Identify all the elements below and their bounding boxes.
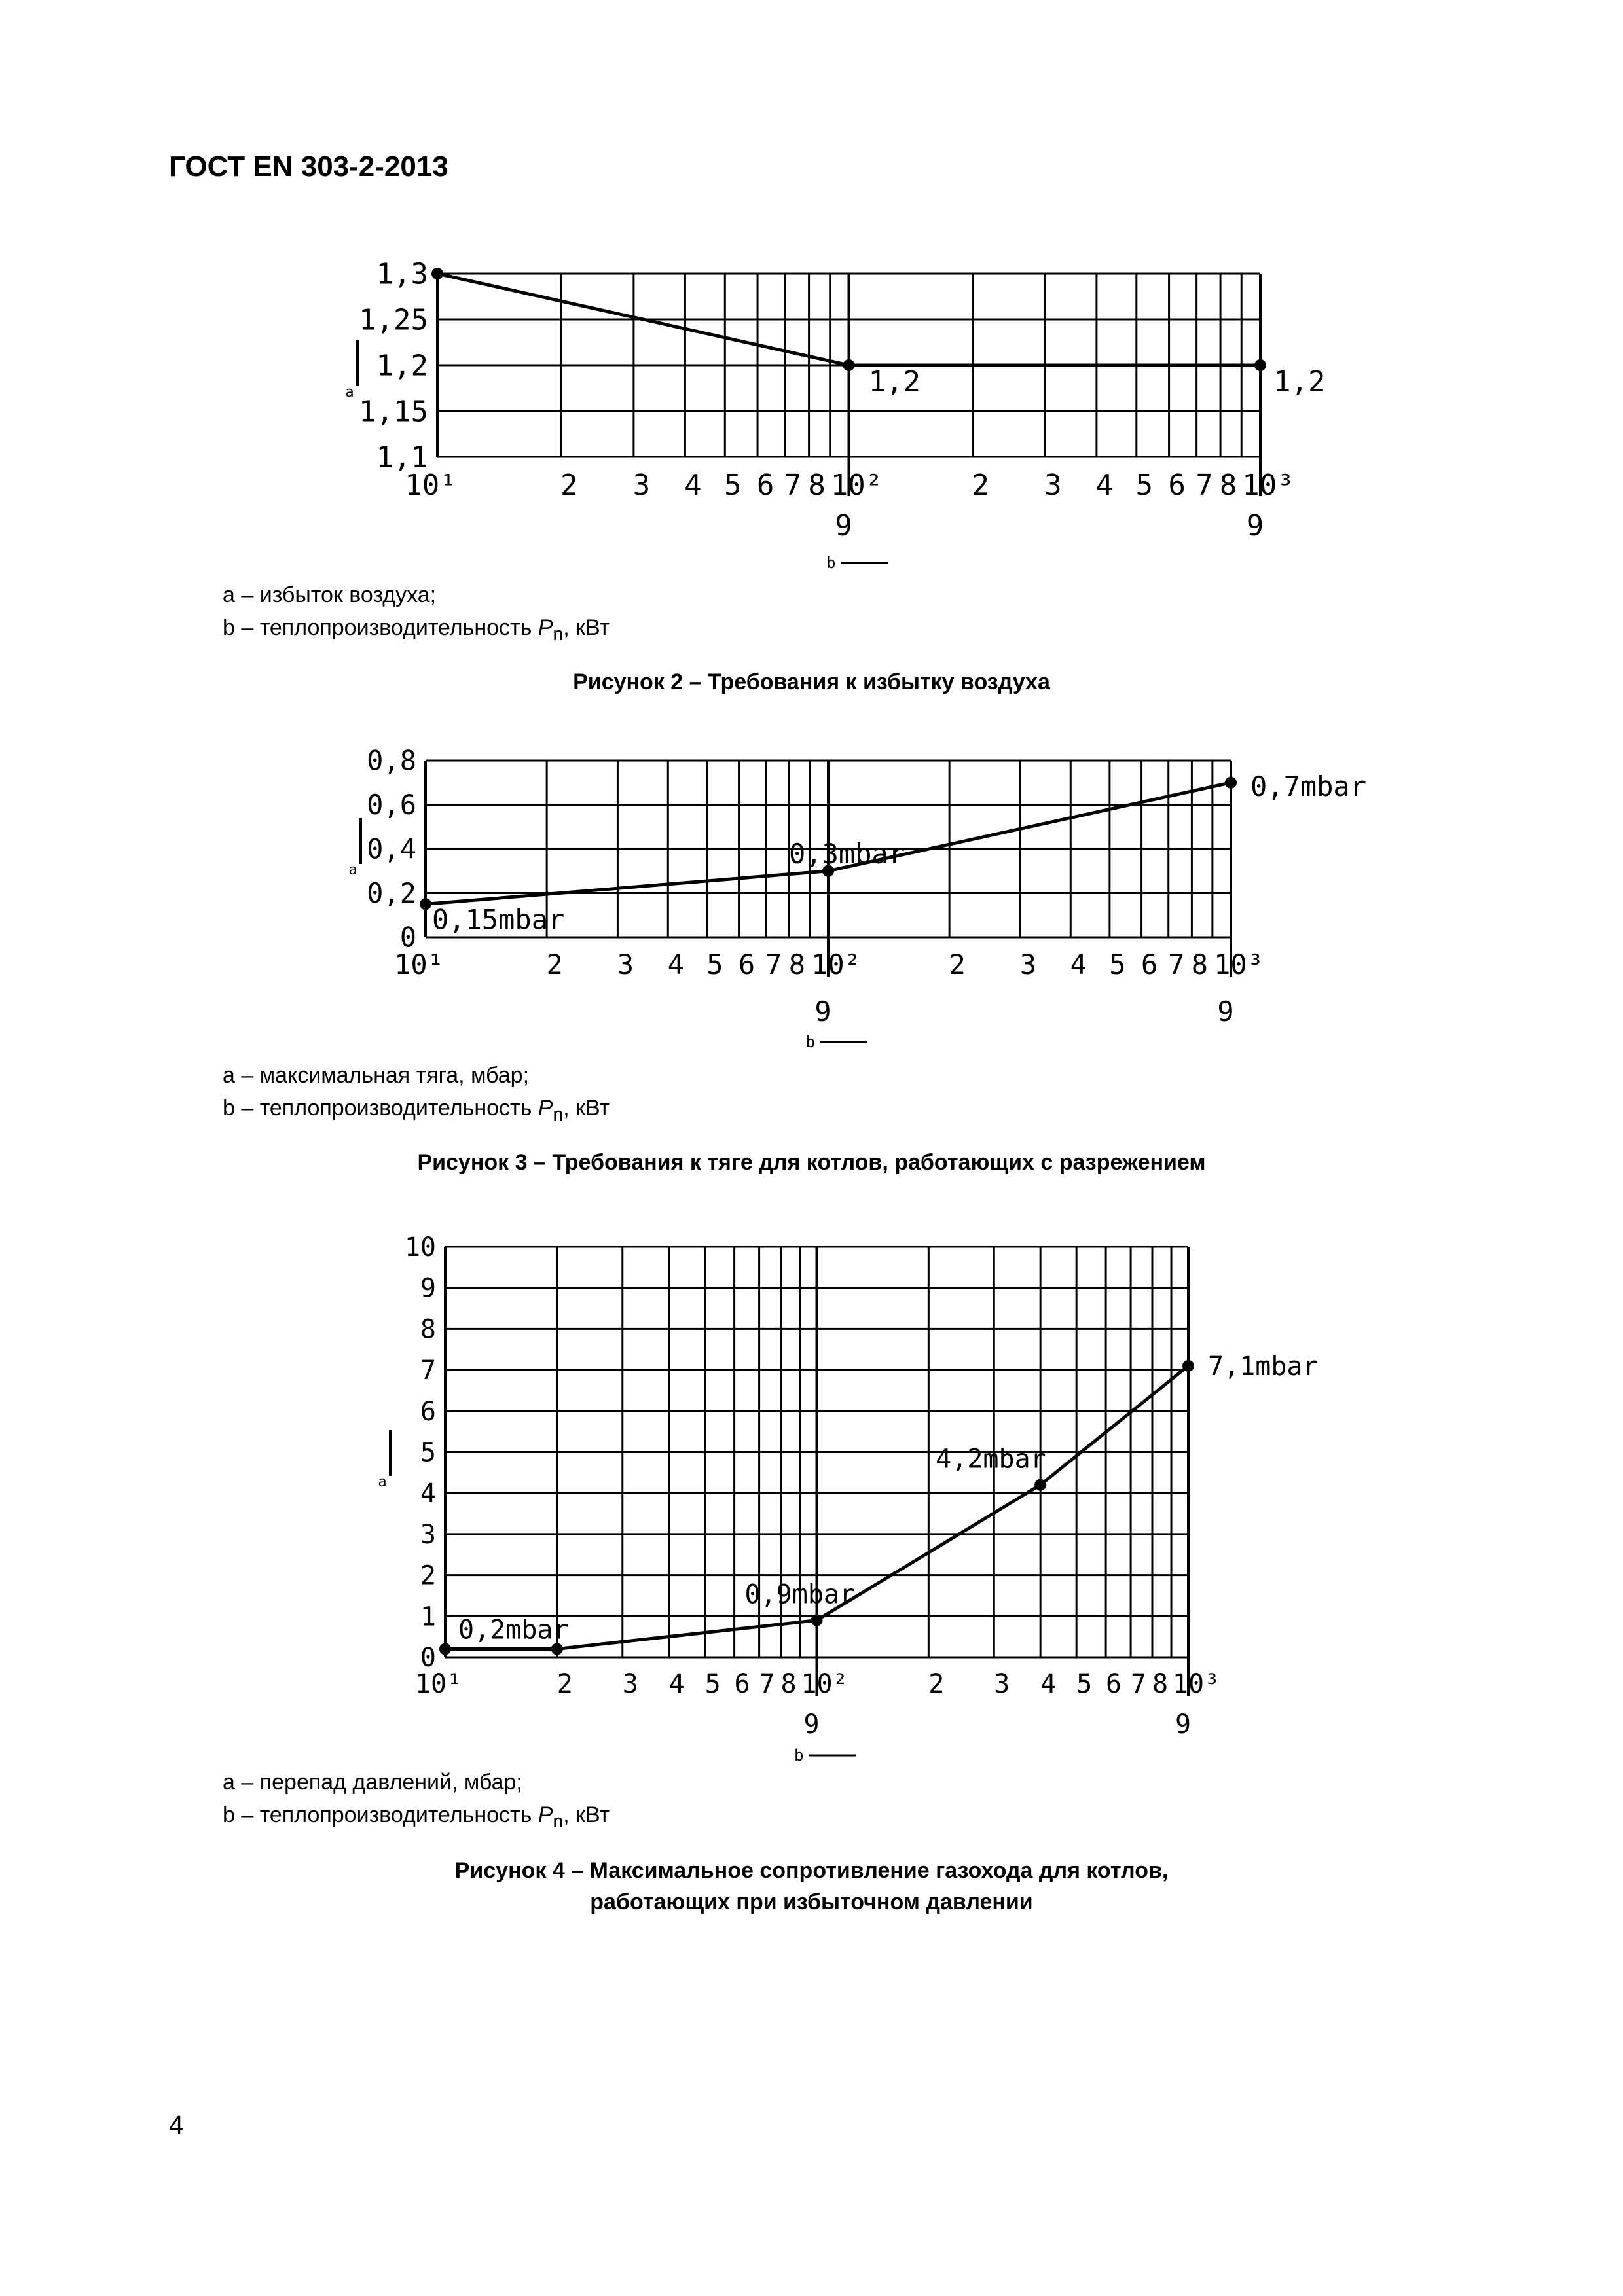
legend-a: a – максимальная тяга, мбар; (223, 1063, 530, 1088)
y-tick-label: 0 (420, 1643, 436, 1673)
x-tick-label: 10² (830, 469, 883, 502)
x-tick-label: 6 (1140, 948, 1158, 980)
data-point (439, 1643, 451, 1655)
x-tick-label: 4 (1095, 469, 1114, 502)
y-tick-label: 0,6 (367, 789, 416, 821)
x-tick-label: 2 (972, 469, 989, 502)
legend-a: a – избыток воздуха; (223, 583, 437, 607)
data-label: 7,1mbar (1208, 1351, 1319, 1382)
legend-b: b – теплопроизводительность $P_n$, кВт (223, 1096, 610, 1125)
x-tick-label: 10³ (1242, 469, 1294, 502)
x-tick-label: 6 (738, 948, 756, 980)
y-tick-label: 2 (420, 1560, 436, 1591)
nine-label: 9 (803, 1710, 820, 1740)
legend-b: b – теплопроизводительность $P_n$, кВт (223, 1803, 610, 1832)
x-tick-label: 3 (994, 1669, 1010, 1699)
nine-label: 9 (1175, 1710, 1192, 1740)
y-tick-label: 5 (420, 1437, 436, 1468)
x-tick-label: 8 (788, 948, 806, 980)
nine-label: 9 (835, 509, 852, 543)
y-tick-label: 4 (420, 1479, 436, 1509)
y-tick-label: 8 (420, 1314, 436, 1345)
y-tick-label: 1,25 (359, 303, 428, 337)
figure-4-caption (0, 1855, 1623, 1918)
x-tick-label: 6 (1106, 1669, 1122, 1699)
x-tick-label: 7 (1131, 1669, 1147, 1699)
data-label: 0,15mbar (432, 903, 565, 936)
x-tick-label: 8 (1219, 469, 1237, 502)
x-tick-label: 4 (684, 469, 702, 502)
y-tick-label: 9 (420, 1273, 436, 1304)
axis-b-label: b (826, 554, 836, 572)
nine-label: 9 (1246, 509, 1264, 543)
data-label: 1,2 (868, 365, 921, 399)
y-tick-label: 0,8 (367, 744, 416, 777)
axis-b-label: b (805, 1033, 815, 1051)
axis-b-label: b (794, 1746, 804, 1765)
x-tick-label: 5 (706, 948, 723, 980)
x-tick-label: 8 (1152, 1669, 1169, 1699)
x-tick-label: 10¹ (405, 469, 457, 502)
x-tick-label: 2 (546, 948, 563, 980)
axis-a-label: a (378, 1474, 387, 1490)
legend-b: b – теплопроизводительность $P_n$, кВт (223, 615, 610, 645)
x-tick-label: 6 (734, 1669, 750, 1699)
x-tick-label: 10¹ (414, 1669, 463, 1699)
x-tick-label: 5 (724, 469, 742, 502)
data-label: 4,2mbar (936, 1444, 1046, 1475)
y-tick-label: 1,1 (376, 440, 428, 475)
data-point (1034, 1479, 1046, 1491)
y-tick-label: 1,2 (376, 349, 428, 383)
data-label: 0,7mbar (1250, 770, 1367, 802)
axis-a-label: a (345, 384, 354, 401)
x-tick-label: 6 (756, 469, 775, 502)
x-tick-label: 4 (668, 1669, 685, 1699)
figure-3-caption: Рисунок 3 – Требования к тяге для котлов, работающих с разрежением (417, 1150, 1206, 1175)
x-tick-label: 10² (801, 1669, 848, 1699)
x-tick-label: 4 (1070, 948, 1087, 980)
figure-4-legend (223, 1766, 610, 1838)
y-tick-label: 1,3 (376, 257, 428, 291)
x-tick-label: 2 (560, 469, 578, 502)
x-tick-label: 7 (1195, 469, 1213, 502)
x-tick-label: 7 (1168, 948, 1185, 980)
y-tick-label: 10 (404, 1232, 436, 1263)
data-label: 0,2mbar (458, 1615, 569, 1645)
x-tick-label: 7 (784, 469, 802, 502)
x-tick-label: 5 (704, 1669, 721, 1699)
x-tick-label: 5 (1109, 948, 1126, 980)
x-tick-label: 7 (759, 1669, 775, 1699)
x-tick-label: 10³ (1214, 948, 1264, 980)
axis-a-label: a (348, 862, 357, 878)
x-tick-label: 4 (667, 948, 684, 980)
data-point (811, 1615, 823, 1626)
x-tick-label: 5 (1076, 1669, 1093, 1699)
y-tick-label: 1,15 (359, 395, 428, 429)
x-tick-label: 2 (556, 1669, 573, 1699)
data-label: 1,2 (1273, 365, 1326, 399)
x-tick-label: 3 (622, 1669, 638, 1699)
nine-label: 9 (814, 996, 831, 1028)
y-tick-label: 7 (420, 1355, 436, 1386)
x-tick-label: 8 (1191, 948, 1209, 980)
data-label: 0,3mbar (789, 837, 905, 870)
x-tick-label: 8 (780, 1669, 797, 1699)
x-tick-label: 3 (617, 948, 634, 980)
x-tick-label: 7 (765, 948, 782, 980)
page-number: 4 (169, 2111, 184, 2140)
y-tick-label: 6 (420, 1396, 436, 1427)
x-tick-label: 8 (808, 469, 826, 502)
data-point (1182, 1360, 1194, 1372)
x-tick-label: 10² (811, 948, 861, 980)
x-tick-label: 3 (1044, 469, 1062, 502)
x-tick-label: 5 (1135, 469, 1154, 502)
x-tick-label: 4 (1040, 1669, 1057, 1699)
figure-2-caption: Рисунок 2 – Требования к избытку воздуха (573, 670, 1050, 694)
y-tick-label: 3 (420, 1519, 436, 1550)
x-tick-label: 3 (1019, 948, 1037, 980)
x-tick-label: 6 (1168, 469, 1186, 502)
x-tick-label: 10¹ (394, 948, 444, 980)
caption-line-1: Рисунок 4 – Максимальное сопротивление газохода для котлов, (454, 1858, 1169, 1883)
legend-a: a – перепад давлений, мбар; (223, 1770, 522, 1795)
y-tick-label: 0,2 (367, 877, 416, 910)
y-tick-label: 1 (420, 1602, 436, 1632)
nine-label: 9 (1217, 996, 1234, 1028)
x-tick-label: 2 (928, 1669, 945, 1699)
y-tick-label: 0 (399, 921, 416, 954)
document-header: ГОСТ EN 303-2-2013 (169, 151, 448, 183)
y-tick-label: 0,4 (367, 833, 416, 865)
x-tick-label: 2 (949, 948, 966, 980)
data-label: 0,9mbar (744, 1579, 856, 1610)
x-tick-label: 10³ (1172, 1669, 1220, 1699)
caption-line-2: работающих при избыточном давлении (590, 1890, 1033, 1914)
x-tick-label: 3 (632, 469, 651, 502)
